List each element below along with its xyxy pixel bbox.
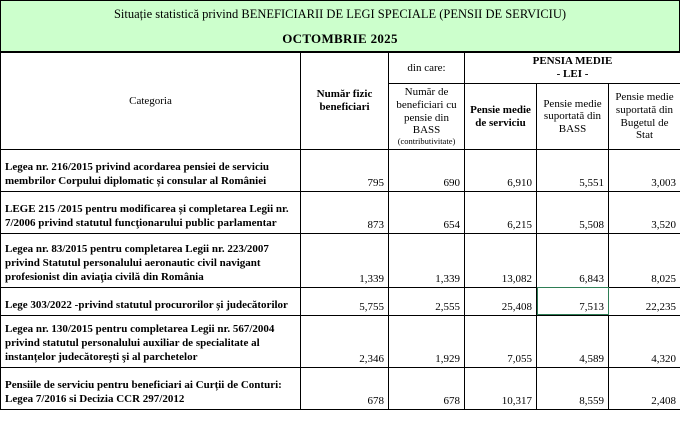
- document-title: Situație statistică privind BENEFICIARII DE LEGI SPECIALE (PENSII DE SERVICIU): [0, 0, 680, 27]
- header-numar-bass-label: Număr de beneficiari cu pensie din BASS: [396, 86, 457, 137]
- row-pensie-serviciu[interactable]: 6,215: [465, 191, 537, 233]
- row-numar-fizic[interactable]: 795: [301, 149, 389, 191]
- header-pensia-medie: [465, 53, 680, 84]
- header-pensie-bass: Pensie medie suportată din BASS: [537, 84, 609, 149]
- table-header: [1, 53, 680, 150]
- row-pensie-stat[interactable]: 22,235: [609, 287, 680, 315]
- row-numar-bass[interactable]: 654: [389, 191, 465, 233]
- row-pensie-stat[interactable]: 3,520: [609, 191, 680, 233]
- table-row[interactable]: [1, 315, 680, 367]
- row-pensie-bass[interactable]: 6,843: [537, 233, 609, 287]
- row-category: Legea nr. 130/2015 pentru completarea Legii nr. 567/2004 privind statutul personalului auxiliar de specialitate al instanțelor judecătoreşti şi al parchetelor: [1, 315, 301, 367]
- row-category: Legea nr. 216/2015 privind acordarea pensiei de serviciu membrilor Corpului diplomatic și consular al României: [1, 149, 301, 191]
- header-categoria: Categoria: [1, 53, 301, 150]
- row-numar-fizic[interactable]: 873: [301, 191, 389, 233]
- row-category: LEGE 215 /2015 pentru modificarea și completarea Legii nr. 7/2006 privind statutul funcţionarului public parlamentar: [1, 191, 301, 233]
- row-pensie-serviciu[interactable]: 25,408: [465, 287, 537, 315]
- row-pensie-stat[interactable]: 2,408: [609, 367, 680, 409]
- row-numar-fizic[interactable]: 5,755: [301, 287, 389, 315]
- row-numar-bass[interactable]: 690: [389, 149, 465, 191]
- header-pensia-medie-label: PENSIA MEDIE: [532, 55, 613, 67]
- table-row[interactable]: [1, 233, 680, 287]
- row-numar-bass[interactable]: 1,339: [389, 233, 465, 287]
- document-period: OCTOMBRIE 2025: [0, 27, 680, 52]
- header-row-group: [1, 53, 680, 84]
- row-pensie-serviciu[interactable]: 6,910: [465, 149, 537, 191]
- header-din-care: din care:: [389, 53, 465, 84]
- header-pensie-serviciu: Pensie medie de serviciu: [465, 84, 537, 149]
- statistics-table: [0, 52, 680, 410]
- table-row[interactable]: [1, 191, 680, 233]
- row-pensie-bass[interactable]: 7,513: [537, 287, 609, 315]
- table-row[interactable]: [1, 149, 680, 191]
- row-pensie-stat[interactable]: 4,320: [609, 315, 680, 367]
- header-numar-fizic: Număr fizic beneficiari: [301, 53, 389, 150]
- row-pensie-bass[interactable]: 5,508: [537, 191, 609, 233]
- row-category: Lege 303/2022 -privind statutul procurorilor și judecătorilor: [1, 287, 301, 315]
- row-pensie-stat[interactable]: 8,025: [609, 233, 680, 287]
- row-numar-bass[interactable]: 2,555: [389, 287, 465, 315]
- row-pensie-bass[interactable]: 8,559: [537, 367, 609, 409]
- row-pensie-bass[interactable]: 4,589: [537, 315, 609, 367]
- row-numar-fizic[interactable]: 2,346: [301, 315, 389, 367]
- row-numar-bass[interactable]: 678: [389, 367, 465, 409]
- row-pensie-serviciu[interactable]: 7,055: [465, 315, 537, 367]
- header-pensia-medie-unit: - LEI -: [556, 68, 589, 81]
- header-numar-bass: [389, 84, 465, 149]
- row-numar-fizic[interactable]: 1,339: [301, 233, 389, 287]
- table-body: [1, 149, 680, 409]
- row-pensie-serviciu[interactable]: 13,082: [465, 233, 537, 287]
- row-category: Legea nr. 83/2015 pentru completarea Legii nr. 223/2007 privind Statutul personalului aeronautic civil navigant profesionist din aviaţia civilă din România: [1, 233, 301, 287]
- table-row[interactable]: [1, 287, 680, 315]
- row-numar-fizic[interactable]: 678: [301, 367, 389, 409]
- row-pensie-bass[interactable]: 5,551: [537, 149, 609, 191]
- row-pensie-stat[interactable]: 3,003: [609, 149, 680, 191]
- header-numar-bass-note: (contributivitate): [397, 135, 456, 146]
- header-pensie-stat: Pensie medie suportată din Bugetul de Stat: [609, 84, 680, 149]
- row-category: Pensiile de serviciu pentru beneficiari ai Curții de Conturi: Legea 7/2016 si Decizia CCR 297/2012: [1, 367, 301, 409]
- row-pensie-serviciu[interactable]: 10,317: [465, 367, 537, 409]
- table-row[interactable]: [1, 367, 680, 409]
- row-numar-bass[interactable]: 1,929: [389, 315, 465, 367]
